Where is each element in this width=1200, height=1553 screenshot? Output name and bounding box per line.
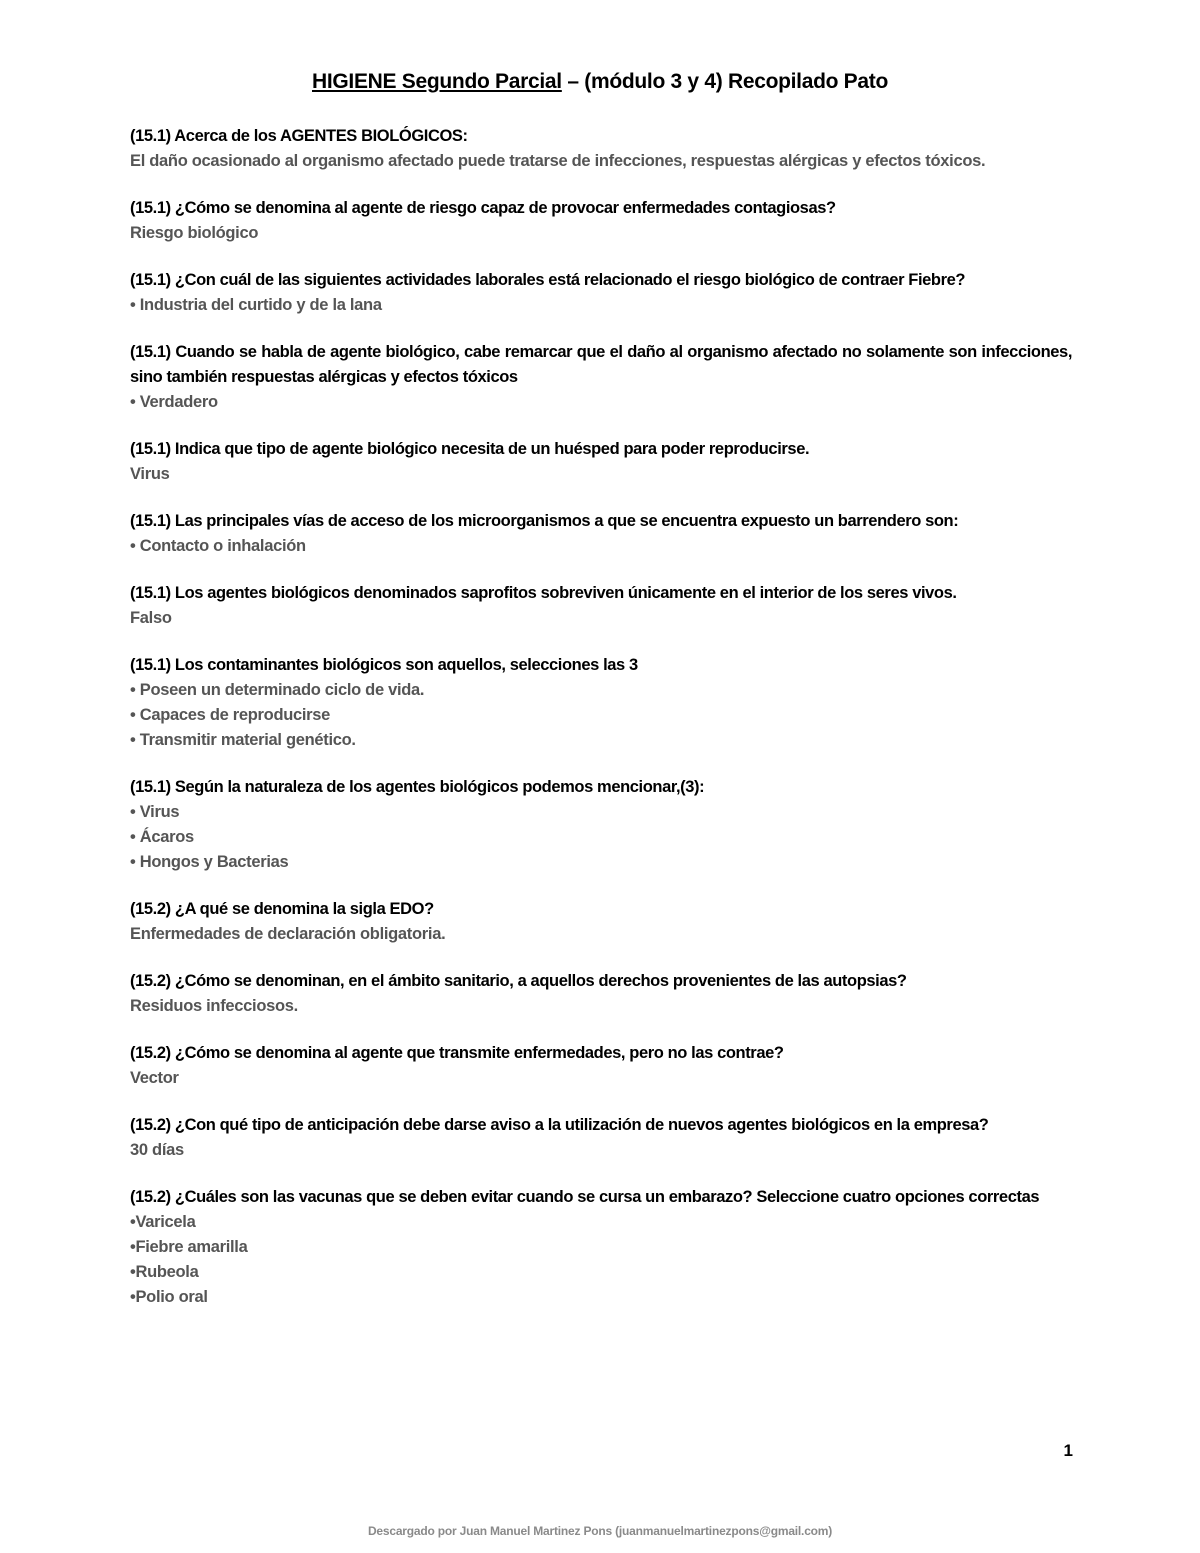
qa-item xyxy=(130,340,1072,415)
answer: • Hongos y Bacterias xyxy=(130,853,289,871)
page-number: 1 xyxy=(1063,1441,1073,1460)
question-text: Las principales vías de acceso de los microorganismos a que se encuentra expuesto un barrendero son: xyxy=(170,512,959,530)
qa-item xyxy=(130,897,1072,947)
answer: Virus xyxy=(130,465,170,483)
qa-item xyxy=(130,268,1072,318)
question-text: Indica que tipo de agente biológico necesita de un huésped para poder reproducirse. xyxy=(170,440,810,458)
answer: • Ácaros xyxy=(130,828,194,846)
question-number: (15.1) xyxy=(130,199,171,217)
page-title xyxy=(0,70,1200,94)
title-rest: – (módulo 3 y 4) Recopilado Pato xyxy=(561,70,888,93)
title-underlined: HIGIENE Segundo Parcial xyxy=(312,70,562,93)
question-number: (15.2) xyxy=(130,1188,171,1206)
qa-item xyxy=(130,509,1072,559)
question-number: (15.1) xyxy=(130,343,171,361)
question xyxy=(130,1113,1072,1138)
answer: Riesgo biológico xyxy=(130,224,259,242)
question-text: ¿A qué se denomina la sigla EDO? xyxy=(170,900,434,918)
answer: Vector xyxy=(130,1069,179,1087)
qa-item xyxy=(130,124,1072,174)
question xyxy=(130,124,1072,149)
question-number: (15.1) xyxy=(130,778,171,796)
answer: Enfermedades de declaración obligatoria. xyxy=(130,925,446,943)
qa-item xyxy=(130,969,1072,1019)
qa-item xyxy=(130,653,1072,753)
answer: El daño ocasionado al organismo afectado puede tratarse de infecciones, respuestas alérgicas y efectos tóxicos. xyxy=(130,152,986,170)
question xyxy=(130,1185,1072,1210)
question xyxy=(130,775,1072,800)
answer: •Rubeola xyxy=(130,1263,199,1281)
qa-item xyxy=(130,581,1072,631)
question-text: ¿Con cuál de las siguientes actividades laborales está relacionado el riesgo biológico de contraer Fiebre? xyxy=(170,271,966,289)
answer: •Fiebre amarilla xyxy=(130,1238,248,1256)
answer: •Varicela xyxy=(130,1213,196,1231)
question-text: Los agentes biológicos denominados saprofitos sobreviven únicamente en el interior de los seres vivos. xyxy=(170,584,957,602)
answer: • Industria del curtido y de la lana xyxy=(130,296,382,314)
question-number: (15.1) xyxy=(130,440,171,458)
question-number: (15.1) xyxy=(130,512,171,530)
answer: • Contacto o inhalación xyxy=(130,537,306,555)
question-text: Los contaminantes biológicos son aquellos, selecciones las 3 xyxy=(170,656,638,674)
question-number: (15.1) xyxy=(130,271,171,289)
question-text: ¿Con qué tipo de anticipación debe darse aviso a la utilización de nuevos agentes biológicos en la empresa? xyxy=(170,1116,989,1134)
qa-item xyxy=(130,437,1072,487)
question-text: Cuando se habla de agente biológico, cabe remarcar que el daño al organismo afectado no solamente son infecciones, sino también respuestas alérgicas y efectos tóxicos xyxy=(130,343,1072,386)
question-number: (15.2) xyxy=(130,972,171,990)
answer: • Poseen un determinado ciclo de vida. xyxy=(130,681,425,699)
question-number: (15.1) xyxy=(130,584,171,602)
download-footer: Descargado por Juan Manuel Martinez Pons (juanmanuelmartinezpons@gmail.com) xyxy=(367,1524,833,1538)
question-text: Según la naturaleza de los agentes biológicos podemos mencionar,(3): xyxy=(170,778,705,796)
qa-item xyxy=(130,1113,1072,1163)
answer: 30 días xyxy=(130,1141,184,1159)
qa-item xyxy=(130,775,1072,875)
question xyxy=(130,509,1072,534)
qa-item xyxy=(130,1041,1072,1091)
qa-item xyxy=(130,196,1072,246)
question-number: (15.2) xyxy=(130,900,171,918)
question xyxy=(130,581,1072,606)
question xyxy=(130,653,1072,678)
answer: • Transmitir material genético. xyxy=(130,731,356,749)
question-text: ¿Cómo se denominan, en el ámbito sanitario, a aquellos derechos provenientes de las autopsias? xyxy=(170,972,907,990)
question xyxy=(130,1041,1072,1066)
question-text: ¿Cómo se denomina al agente de riesgo capaz de provocar enfermedades contagiosas? xyxy=(170,199,836,217)
answer: Residuos infecciosos. xyxy=(130,997,298,1015)
answer: Falso xyxy=(130,609,172,627)
answer: •Polio oral xyxy=(130,1288,208,1306)
answer: • Capaces de reproducirse xyxy=(130,706,331,724)
question xyxy=(130,437,1072,462)
question-text: ¿Cómo se denomina al agente que transmite enfermedades, pero no las contrae? xyxy=(170,1044,784,1062)
question xyxy=(130,340,1072,390)
answer: • Verdadero xyxy=(130,393,218,411)
question-number: (15.2) xyxy=(130,1116,171,1134)
question-number: (15.2) xyxy=(130,1044,171,1062)
question-number: (15.1) xyxy=(130,656,171,674)
question-list xyxy=(130,124,1072,1310)
question-text: Acerca de los AGENTES BIOLÓGICOS: xyxy=(170,127,468,145)
question xyxy=(130,196,1072,221)
question xyxy=(130,897,1072,922)
qa-item xyxy=(130,1185,1072,1310)
question-text: ¿Cuáles son las vacunas que se deben evitar cuando se cursa un embarazo? Seleccione cuatro opciones correctas xyxy=(170,1188,1040,1206)
question xyxy=(130,969,1072,994)
question-number: (15.1) xyxy=(130,127,171,145)
question xyxy=(130,268,1072,293)
answer: • Virus xyxy=(130,803,180,821)
